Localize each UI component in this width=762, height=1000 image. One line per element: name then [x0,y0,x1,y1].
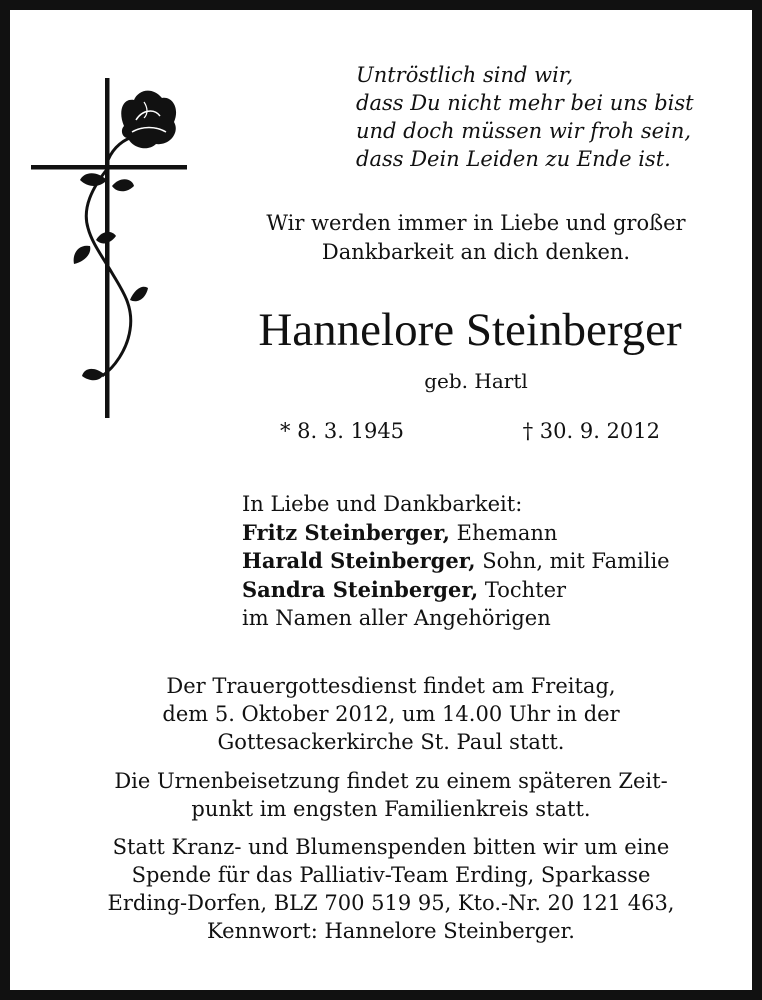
poem-verse [356,61,756,173]
cross-with-rose-icon [30,68,190,418]
family-member [242,547,752,576]
memory-statement [206,209,746,267]
deceased-name: Hannelore Steinberger [258,304,682,356]
urn-burial-notice [30,767,752,823]
memory-line: Dankbarkeit an dich denken. [321,240,631,264]
poem-line: dass Du nicht mehr bei uns bist [356,91,694,115]
poem-line: Untröstlich sind wir, [356,63,574,87]
donation-line: Kennwort: Hannelore Steinberger. [207,919,575,943]
family-member-role: Sohn, mit Familie [475,549,670,573]
service-line: Der Trauergottesdienst findet am Freitag, [166,674,616,698]
memory-line: Wir werden immer in Liebe und großer [266,211,686,235]
family-closing: im Namen aller Angehörigen [242,606,551,630]
donation-notice [30,833,752,945]
service-notice [30,672,752,756]
family-member-name: Sandra Steinberger, [242,576,479,602]
family-member-name: Harald Steinberger, [242,548,476,573]
death-date: † 30. 9. 2012 [522,419,660,443]
family-member-name: Fritz Steinberger, [242,519,450,545]
donation-line: Statt Kranz- und Blumenspenden bitten wir um eine [112,835,670,859]
donation-line: Spende für das Palliativ-Team Erding, Sparkasse [131,863,651,887]
donation-line: Erding-Dorfen, BLZ 700 519 95, Kto.-Nr. 20 121 463, [107,891,675,915]
urn-line: Die Urnenbeisetzung findet zu einem späteren Zeit- [114,769,668,793]
family-member [242,576,752,605]
service-line: Gottesackerkirche St. Paul statt. [217,730,565,754]
family-member-role: Tochter [478,577,567,602]
poem-line: dass Dein Leiden zu Ende ist. [356,147,671,171]
family-intro: In Liebe und Dankbarkeit: [242,492,523,516]
poem-line: und doch müssen wir froh sein, [356,119,692,143]
family-signatures [242,490,752,633]
family-member [242,519,752,548]
service-line: dem 5. Oktober 2012, um 14.00 Uhr in der [162,702,620,726]
born-name: geb. Hartl [424,369,528,393]
birth-date: * 8. 3. 1945 [280,419,405,443]
urn-line: punkt im engsten Familienkreis statt. [191,797,591,821]
family-member-role: Ehemann [450,520,558,545]
